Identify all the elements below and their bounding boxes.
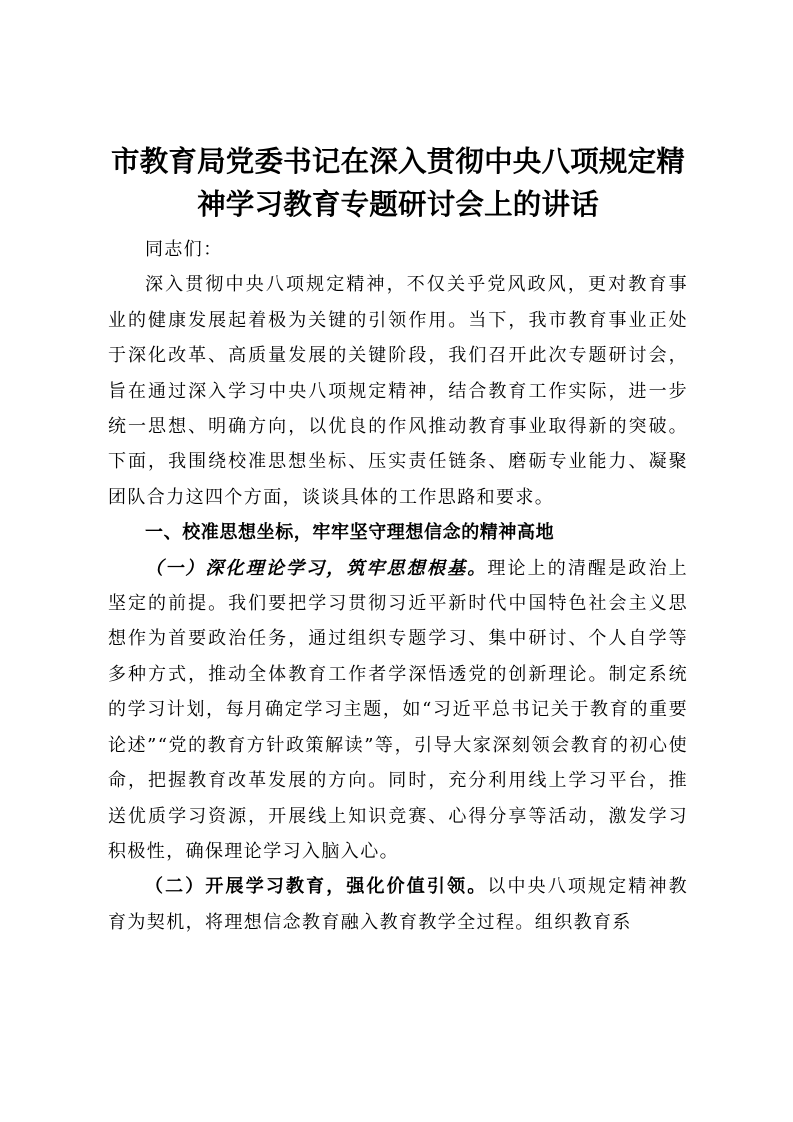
subsection-1-paragraph (108, 551, 688, 870)
title-line-1: 市教育局党委书记在深入贯彻中央八项规定精 (110, 144, 685, 178)
subsection-2-text: 以中央八项规定精神教育为契机，将理想信念教育融入教育教学全过程。组织教育系 (108, 876, 688, 933)
title-line-2: 神学习教育专题研讨会上的讲话 (197, 187, 599, 221)
subsection-2-heading: （二）开展学习教育，强化价值引领。 (145, 876, 488, 898)
subsection-1-text: 理论上的清醒是政治上坚定的前提。我们要把学习贯彻习近平新时代中国特色社会主义思想作为首要政治任务，通过组织专题学习、集中研讨、个人自学等多种方式，推动全体教育工作者学深悟透党的创新理论。制定系统的学习计划，每月确定学习主题，如“习近平总书记关于教育的重要论述”“党的教育方针政策解读”等，引导大家深刻领会教育的初心使命，把握教育改革发展的方向。同时，充分利用线上学习平台，推送优质学习资源，开展线上知识竞赛、心得分享等活动，激发学习积极性，确保理论学习入脑入心。 (108, 557, 688, 862)
document-page (108, 140, 688, 940)
document-title (108, 140, 688, 226)
subsection-1-heading: （一）深化理论学习，筑牢思想根基。 (145, 557, 488, 579)
section-1-heading: 一、校准思想坐标，牢牢坚守理想信念的精神高地 (145, 522, 555, 544)
subsection-2-paragraph (108, 869, 688, 940)
intro-paragraph: 深入贯彻中央八项规定精神，不仅关乎党风政风，更对教育事业的健康发展起着极为关键的引领作用。当下，我市教育事业正处于深化改革、高质量发展的关键阶段，我们召开此次专题研讨会，旨在通过深入学习中央八项规定精神，结合教育工作实际，进一步统一思想、明确方向，以优良的作风推动教育事业取得新的突破。下面，我围绕校准思想坐标、压实责任链条、磨砺专业能力、凝聚团队合力这四个方面，谈谈具体的工作思路和要求。 (108, 274, 688, 508)
document-body (108, 232, 688, 940)
greeting: 同志们： (145, 239, 223, 260)
